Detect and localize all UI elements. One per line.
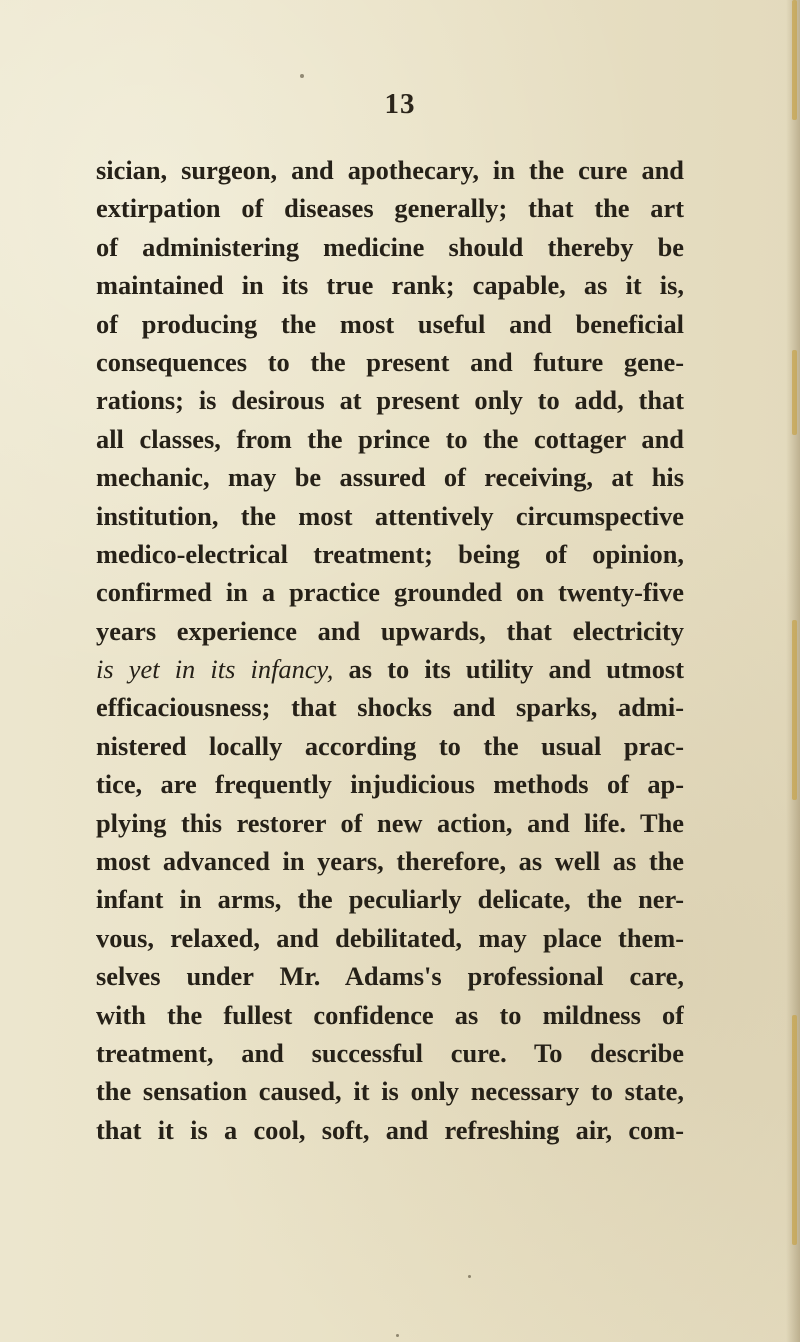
text-line: infant in arms, the peculiarly delicate, the ner-	[96, 884, 684, 915]
text-line: the sensation caused, it is only necessary to state,	[96, 1076, 684, 1107]
paper-speck	[468, 1275, 471, 1278]
page-edge-mark	[792, 620, 797, 800]
body-text	[96, 151, 684, 1149]
text-line: vous, relaxed, and debilitated, may place them-	[96, 922, 684, 953]
text-line: of producing the most useful and beneficial	[96, 308, 684, 339]
text-line: nistered locally according to the usual prac-	[96, 730, 684, 761]
text-line: efficaciousness; that shocks and sparks, admi-	[96, 692, 684, 723]
page-number: 13	[384, 88, 416, 120]
text-line: institution, the most attentively circumspective	[96, 500, 684, 531]
line-remainder: as to its utility and utmost	[348, 654, 684, 685]
text-line: years experience and upwards, that electricity	[96, 615, 684, 646]
page-edge-mark	[792, 350, 797, 435]
text-line: mechanic, may be assured of receiving, at his	[96, 462, 684, 493]
text-line: medico-electrical treatment; being of opinion,	[96, 538, 684, 569]
text-line: that it is a cool, soft, and refreshing air, com-	[96, 1114, 684, 1145]
text-line: maintained in its true rank; capable, as it is,	[96, 270, 684, 301]
text-line: plying this restorer of new action, and life. The	[96, 807, 684, 838]
text-line: rations; is desirous at present only to add, that	[96, 385, 684, 416]
text-line: selves under Mr. Adams's professional care,	[96, 961, 684, 992]
text-line: of administering medicine should thereby be	[96, 231, 684, 262]
text-line: sician, surgeon, and apothecary, in the cure and	[96, 155, 684, 185]
text-line: treatment, and successful cure. To describe	[96, 1037, 684, 1068]
italic-phrase: is yet in its infancy,	[96, 654, 334, 685]
text-line: confirmed in a practice grounded on twenty-five	[96, 577, 684, 608]
text-line: all classes, from the prince to the cottager and	[96, 423, 684, 454]
text-line: tice, are frequently injudicious methods of ap-	[96, 769, 684, 800]
text-line-with-italic	[96, 650, 684, 688]
page-edge-mark	[792, 0, 797, 120]
paper-speck	[396, 1334, 399, 1337]
page-edge-mark	[792, 1015, 797, 1245]
text-line: extirpation of diseases generally; that the art	[96, 193, 684, 224]
text-line: with the fullest confidence as to mildness of	[96, 999, 684, 1030]
text-line: consequences to the present and future gene-	[96, 346, 684, 377]
paper-speck	[300, 74, 304, 78]
text-line: most advanced in years, therefore, as well as the	[96, 846, 684, 877]
